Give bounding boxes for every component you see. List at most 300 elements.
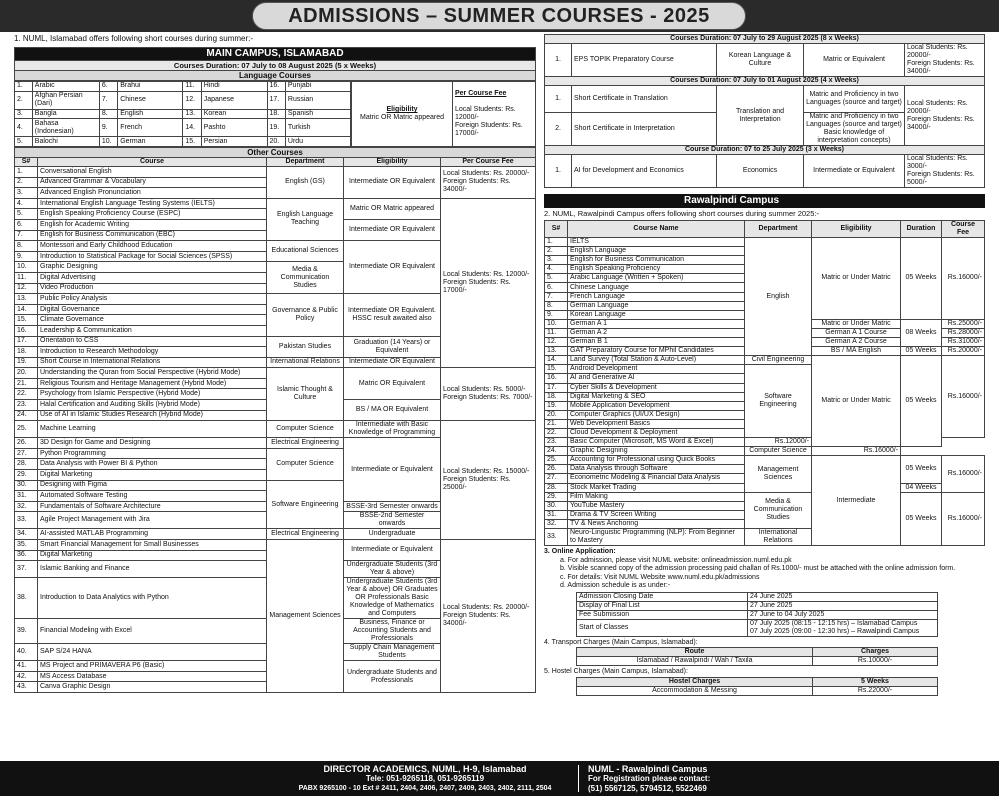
course-name: Introduction to Research Methodology [38,347,267,358]
rwp-sr: 22. [545,428,568,437]
start-rawalpindi: 07 July 2025 (09:00 - 12:30 hrs) – Rawalpindi Campus [750,627,920,635]
course-sr: 32. [15,501,38,512]
course-sr: 2. [15,177,38,188]
rwp-sr: 13. [545,347,568,356]
block-duration: Courses Duration: 07 July to 29 August 2025 (8 x Weeks) [545,35,985,44]
rwp-dur: 05 Weeks [901,347,942,356]
block-course: Short Certificate in Interpretation [572,113,717,146]
course-fee: Local Students: Rs. 20000/- Foreign Students: Rs. 34000/- [441,167,536,199]
schedule-value: 27 June 2025 [748,601,938,610]
note-5: 5. Hostel Charges (Main Campus, Islamabad): [544,668,688,675]
course-sr: 28. [15,459,38,470]
course-name: Leadership & Communication [38,325,267,336]
rwp-course: Econometric Modeling & Financial Data Analysis [568,474,745,483]
course-eligibility: Intermediate or Equivalent [344,540,441,561]
language-name: Spanish [285,109,350,119]
main-campus-table [14,47,536,81]
language-sr: 10. [99,137,117,147]
schedule-label: Fee Submission [577,610,748,619]
rwp-fee: Rs.28000/- [942,328,985,337]
rwp-row [545,356,985,365]
title-band [0,0,999,32]
rwp-course: Graphic Designing [568,447,745,456]
language-row [15,109,351,119]
rwp-sr: 18. [545,392,568,401]
course-row [15,368,536,379]
note-c: c. For details: Visit NUML Website www.numl.edu.pk/admissions [560,573,760,581]
language-sr: 6. [99,82,117,92]
course-eligibility: Business, Finance or Accounting Students and Professionals [344,619,441,644]
language-row [15,137,351,147]
course-department: Media & Communication Studies [267,262,344,294]
rwp-fee: Rs.16000/- [942,238,985,320]
language-sr: 20. [267,137,285,147]
block-eligibility: Matric and Proficiency in two Languages (source and target) [804,86,905,113]
language-name: Japanese [201,91,267,109]
rwp-elig: German A 2 Course [812,338,901,347]
rwp-course: Land Survey (Total Station & Auto-Level) [568,356,745,365]
block-department: Economics [717,155,804,188]
language-grid [14,81,351,147]
course-name: English for Business Communication (EBC) [38,230,267,241]
rwp-col-dur: Duration [901,221,942,238]
rwp-fee: Rs.16000/- [812,447,901,456]
col-course: Course [38,158,267,167]
block-course: AI for Development and Economics [572,155,717,188]
course-name: International English Language Testing Systems (IELTS) [38,198,267,209]
course-eligibility: Undergraduate Students and Professionals [344,661,441,693]
rwp-course: Computer Graphics (UI/UX Design) [568,410,745,419]
schedule-row [577,601,938,610]
course-name: AI-assisted MATLAB Programming [38,529,267,540]
course-row [15,167,536,178]
charges-head: Charges [813,648,938,657]
block-sr: 2. [545,113,572,146]
rwp-course: IELTS [568,238,745,247]
rwp-sr: 10. [545,319,568,328]
block-course: EPS TOPIK Preparatory Course [572,44,717,77]
course-name: Digital Marketing [38,550,267,561]
course-sr: 5. [15,209,38,220]
course-department: Software Engineering [267,480,344,529]
course-sr: 20. [15,368,38,379]
main-campus-column [14,34,536,693]
course-sr: 25. [15,421,38,438]
course-name: Machine Learning [38,421,267,438]
rwp-course: English Language [568,247,745,256]
rwp-row [545,238,985,247]
course-name: Video Production [38,283,267,294]
rwp-sr: 16. [545,374,568,383]
lang-eligibility-cell [352,82,453,147]
course-sr: 17. [15,336,38,347]
rwp-fee: Rs.25000/- [942,319,985,328]
course-department: International Relations [267,357,344,368]
rwp-sr: 21. [545,419,568,428]
course-eligibility: Matric OR Matric appeared [344,198,441,219]
block-department: Translation and Interpretation [717,86,804,146]
course-fee: Local Students: Rs. 12000/- Foreign Students: Rs. 17000/- [441,198,536,368]
footer-l3: PABX 9265100 - 10 Ext # 2411, 2404, 2406, 2407, 2409, 2403, 2402, 2111, 2504 [298,785,552,792]
rwp-sr: 6. [545,283,568,292]
rwp-course: AI and Generative AI [568,374,745,383]
language-sr: 3. [15,109,33,119]
rwp-dept: Management Sciences [745,456,812,492]
course-row [15,198,536,209]
block-course: Short Certificate in Translation [572,86,717,113]
route-head: Route [577,648,813,657]
rwp-fee: Rs.16000/- [942,492,985,545]
other-heading: Other Courses [15,148,536,158]
course-fee: Local Students: Rs. 20000/- Foreign Students: Rs. 34000/- [441,540,536,693]
course-name: Montessori and Early Childhood Education [38,241,267,252]
block-duration: Course Duration: 07 to 25 July 2025 (3 x Weeks) [545,146,985,155]
language-name: Brahui [118,82,183,92]
schedule-row [577,592,938,601]
rawalpindi-banner: Rawalpindi Campus [544,194,985,208]
language-sr: 18. [267,109,285,119]
rwp-sr: 3. [545,256,568,265]
course-eligibility: Intermediate OR Equivalent [344,219,441,240]
course-eligibility: Undergraduate [344,529,441,540]
language-sr: 8. [99,109,117,119]
rwp-fee: Rs.16000/- [942,356,985,438]
rwp-dur: 05 Weeks [901,456,942,483]
col-dept: Department [267,158,344,167]
rwp-elig: Matric or Under Matric [812,238,901,320]
rwp-row [545,492,985,501]
course-eligibility: BSSE-2nd Semester onwards [344,512,441,529]
language-name: German [118,137,183,147]
rawalpindi-table [544,220,985,546]
course-sr: 29. [15,470,38,481]
language-heading: Language Courses [15,71,536,81]
language-name: Russian [285,91,350,109]
rwp-dept: Software Engineering [745,365,812,438]
rwp-sr: 14. [545,356,568,365]
block-sr: 1. [545,155,572,188]
rwp-sr: 24. [545,447,568,456]
rwp-col-sr: S# [545,221,568,238]
language-name: English [118,109,183,119]
rwp-sr: 15. [545,365,568,374]
course-name: Designing with Figma [38,480,267,491]
block-eligibility: Matric or Equivalent [804,44,905,77]
rwp-fee: Rs.20000/- [942,347,985,356]
footer-r2: For Registration please contact: [588,774,711,783]
rwp-course: Neuro-Linguistic Programming (NLP): From Beginner to Mastery [568,529,745,546]
course-name: Climate Governance [38,315,267,326]
course-sr: 18. [15,347,38,358]
course-name: Understanding the Quran from Social Perspective (Hybrid Mode) [38,368,267,379]
footer-r3: (51) 5567125, 5794512, 5522469 [588,784,707,793]
course-sr: 23. [15,400,38,411]
notes-section [544,548,985,591]
rwp-elig: German A 1 Course [812,328,901,337]
course-sr: 37. [15,561,38,578]
course-name: MS Access Database [38,671,267,682]
block-duration-row [545,35,985,44]
course-eligibility: Undergraduate Students (3rd Year & above) [344,561,441,578]
rwp-sr: 7. [545,292,568,301]
course-name: Halal Certification and Auditing Skills (Hybrid Mode) [38,400,267,411]
language-sr: 13. [183,109,201,119]
hostel: Accommodation & Messing [577,686,813,695]
block-duration-row [545,146,985,155]
course-name: Advanced Grammar & Vocabulary [38,177,267,188]
course-department: English (GS) [267,167,344,199]
start-times [748,619,938,636]
rwp-course: GAT Preparatory Course for MPhil Candidates [568,347,745,356]
language-sr: 11. [183,82,201,92]
course-department: Computer Science [267,421,344,438]
language-name: Punjabi [285,82,350,92]
course-department: Electrical Engineering [267,438,344,449]
rwp-sr: 20. [545,410,568,419]
rwp-dur: 08 Weeks [901,319,942,346]
note-4: 4. Transport Charges (Main Campus, Islamabad): [544,638,698,646]
course-sr: 8. [15,241,38,252]
course-sr: 4. [15,198,38,209]
language-name: Turkish [285,119,350,137]
course-eligibility: Intermediate or Equivalent [344,438,441,502]
course-row [15,540,536,551]
language-eligibility [351,81,536,147]
language-sr: 5. [15,137,33,147]
language-name: Pashto [201,119,267,137]
rwp-dur: 05 Weeks [901,238,942,320]
course-name: Financial Modeling with Excel [38,619,267,644]
rwp-course: Arabic Language (Written + Spoken) [568,274,745,283]
course-name: Python Programming [38,448,267,459]
rwp-sr: 4. [545,265,568,274]
course-sr: 39. [15,619,38,644]
course-sr: 26. [15,438,38,449]
course-eligibility: Supply Chain Management Students [344,644,441,661]
course-name: English for Academic Writing [38,219,267,230]
rwp-sr: 1. [545,238,568,247]
footer-r1: NUML - Rawalpindi Campus [588,764,708,774]
col-elig: Eligibility [344,158,441,167]
rwp-sr: 33. [545,529,568,546]
language-name: Persian [201,137,267,147]
schedule-label: Admission Closing Date [577,592,748,601]
rwp-dept: Computer Science [745,447,812,456]
rwp-course: Chinese Language [568,283,745,292]
rwp-sr: 28. [545,483,568,492]
rwp-course: Stock Market Trading [568,483,745,492]
language-name: Korean [201,109,267,119]
course-name: Religious Tourism and Heritage Management (Hybrid Mode) [38,378,267,389]
course-eligibility: BS / MA OR Equivalent [344,400,441,421]
footer-l1: DIRECTOR ACADEMICS, NUML, H-9, Islamabad [323,764,527,774]
rwp-dept: English [745,238,812,356]
course-eligibility: Intermediate OR Equivalent [344,167,441,199]
rwp-dur: 05 Weeks [901,492,942,545]
note-a: a. For admission, please visit NUML website: onlineadmission.numl.edu.pk [560,556,792,564]
language-sr: 9. [99,119,117,137]
course-name: Introduction to Data Analytics with Python [38,578,267,619]
language-name: Bahasa (Indonesian) [32,119,99,137]
course-sr: 21. [15,378,38,389]
hostel-table [576,677,938,696]
rwp-course: Drama & TV Screen Writing [568,510,745,519]
rwp-course: English Speaking Proficiency [568,265,745,274]
language-sr: 12. [183,91,201,109]
language-name: Balochi [32,137,99,147]
course-eligibility: BSSE-3rd Semester onwards [344,501,441,512]
schedule-value: 27 June to 04 July 2025 [748,610,938,619]
language-name: French [118,119,183,137]
rwp-fee: Rs.12000/- [745,438,812,447]
language-row [15,119,351,137]
course-department: Islamic Thought & Culture [267,368,344,421]
rwp-elig: Matric or Under Matric [812,319,901,328]
course-sr: 40. [15,644,38,661]
language-sr: 4. [15,119,33,137]
course-name: Fundamentals of Software Architecture [38,501,267,512]
block-row [545,86,985,113]
rwp-course: Korean Language [568,310,745,319]
course-name: Orientation to CSS [38,336,267,347]
course-name: Digital Advertising [38,272,267,283]
language-sr: 16. [267,82,285,92]
language-name: Arabic [32,82,99,92]
rwp-course: TV & News Anchoring [568,519,745,528]
col-fee: Per Course Fee [441,158,536,167]
rwp-course: Mobile Application Development [568,401,745,410]
note-b: b. Visible scanned copy of the admission processing paid challan of Rs.1000/- must be attached with the online admission form. [560,565,956,572]
course-sr: 9. [15,251,38,262]
block-fee: Local Students: Rs. 20000/- Foreign Students: Rs. 34000/- [905,86,985,146]
rwp-course: French Language [568,292,745,301]
note-d: d. Admission schedule is as under:- [560,582,671,589]
course-sr: 12. [15,283,38,294]
lang-fee-cell [453,82,536,147]
course-sr: 42. [15,671,38,682]
route: Islamabad / Rawalpindi / Wah / Taxila [577,657,813,666]
rwp-sr: 17. [545,383,568,392]
course-sr: 7. [15,230,38,241]
course-name: Digital Marketing [38,470,267,481]
language-name: Bangla [32,109,99,119]
block-department: Korean Language & Culture [717,44,804,77]
rwp-dur: 05 Weeks [901,356,942,447]
rwp-sr: 30. [545,501,568,510]
course-sr: 27. [15,448,38,459]
course-eligibility: Intermediate OR Equivalent [344,357,441,368]
rwp-sr: 19. [545,401,568,410]
block-duration-row [545,77,985,86]
course-name: Short Course in International Relations [38,357,267,368]
course-name: Islamic Banking and Finance [38,561,267,578]
course-eligibility: Intermediate OR Equivalent [344,241,441,294]
course-sr: 33. [15,512,38,529]
language-sr: 1. [15,82,33,92]
course-sr: 36. [15,550,38,561]
course-department: Computer Science [267,448,344,480]
rwp-col-dept: Department [745,221,812,238]
rwp-col-elig: Eligibility [812,221,901,238]
course-sr: 11. [15,272,38,283]
block-eligibility: Intermediate or Equivalent [804,155,905,188]
course-name: Digital Governance [38,304,267,315]
schedule-table [576,592,938,637]
course-name: Data Analysis with Power BI & Python [38,459,267,470]
course-fee: Local Students: Rs. 5000/- Foreign Students: Rs. 7000/- [441,368,536,421]
lang-elig: Matric OR Matric appeared [359,114,445,121]
rwp-sr: 26. [545,465,568,474]
rwp-col-course: Course Name [568,221,745,238]
rwp-course: English for Business Communication [568,256,745,265]
rwp-sr: 25. [545,456,568,465]
right-column [544,34,985,696]
schedule-row [577,610,938,619]
rwp-sr: 32. [545,519,568,528]
rwp-sr: 12. [545,338,568,347]
main-duration: Courses Duration: 07 July to 08 August 2025 (5 x Weeks) [15,61,536,71]
footer-rawalpindi [588,764,808,794]
start-islamabad: 07 July 2025 (08:15 - 12:15 hrs) – Islamabad Campus [750,619,918,627]
course-name: Automated Software Testing [38,491,267,502]
schedule-value: 24 June 2025 [748,592,938,601]
block-sr: 1. [545,86,572,113]
rwp-course: Data Analysis through Software [568,465,745,474]
course-sr: 3. [15,188,38,199]
special-courses-table [544,34,985,188]
course-department: Pakistan Studies [267,336,344,357]
language-sr: 15. [183,137,201,147]
course-department: Electrical Engineering [267,529,344,540]
course-eligibility: Matric OR Equivalent [344,368,441,400]
rwp-col-fee: Course Fee [942,221,985,238]
rwp-row [545,447,985,456]
rwp-course: Web Development Basics [568,419,745,428]
language-sr: 14. [183,119,201,137]
language-section [14,81,536,147]
block-sr: 1. [545,44,572,77]
course-name: MS Project and PRIMAVERA P6 (Basic) [38,661,267,672]
block-fee: Local Students: Rs. 3000/- Foreign Students: Rs. 5000/- [905,155,985,188]
rwp-elig: Intermediate [812,456,901,546]
course-name: Use of AI in Islamic Studies Research (Hybrid Mode) [38,410,267,421]
hostel-charge: Rs.22000/- [813,686,938,695]
course-sr: 38. [15,578,38,619]
lang-fee: Local Students: Rs. 12000/- Foreign Students: Rs. 17000/- [455,106,523,137]
rwp-fee: Rs.16000/- [942,456,985,492]
lang-elig-head: Eligibility [386,106,418,113]
block-duration: Courses Duration: 07 July to 01 August 2025 (4 x Weeks) [545,77,985,86]
rwp-course: Basic Computer (Microsoft, MS Word & Excel) [568,438,745,447]
course-name: Introduction to Statistical Package for Social Sciences (SPSS) [38,251,267,262]
course-name: Agile Project Management with Jira [38,512,267,529]
rwp-course: German Language [568,301,745,310]
course-sr: 43. [15,682,38,693]
block-eligibility: Matric and Proficiency in two Languages (source and target) Basic knowledge of interpretation concepts) [804,113,905,146]
rwp-dept: International Relations [745,529,812,546]
block-fee: Local Students: Rs. 20000/- Foreign Students: Rs. 34000/- [905,44,985,77]
rwp-dept: Civil Engineering [745,356,812,365]
course-name: Psychology from Islamic Perspective (Hybrid Mode) [38,389,267,400]
language-sr: 7. [99,91,117,109]
course-department: English Language Teaching [267,198,344,240]
rwp-sr: 27. [545,474,568,483]
course-sr: 16. [15,325,38,336]
rwp-sr: 31. [545,510,568,519]
hostel-head: Hostel Charges [577,677,813,686]
rwp-fee: Rs.31000/- [942,338,985,347]
rwp-elig: BS / MA English [812,347,901,356]
